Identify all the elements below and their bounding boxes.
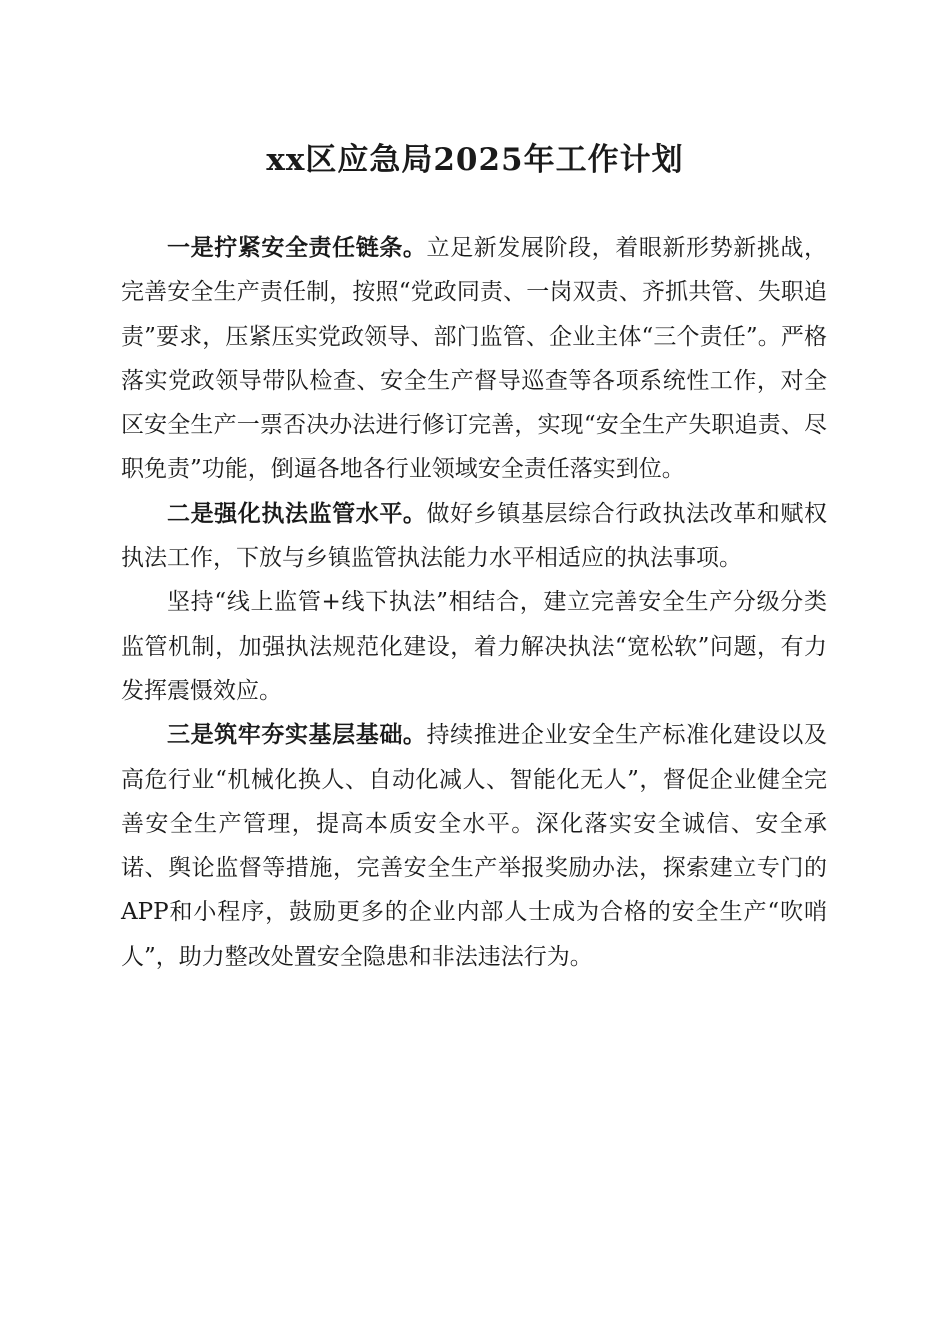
paragraph-foundation [121,713,827,979]
paragraph-supervision [121,580,827,713]
document-title: xx区应急局2025年工作计划 [266,142,684,178]
paragraph-text: 做好乡镇基层综合行政执法改革和赋权执法工作，下放与乡镇监管执法能力水平相适应的执法事项。 [121,500,828,572]
paragraph-lead: 二是强化执法监管水平。 [167,500,427,527]
paragraph-text: 立足新发展阶段，着眼新形势新挑战，完善安全生产责任制，按照“党政同责、一岗双责、齐抓共管、失职追责”要求，压紧压实党政领导、部门监管、企业主体“三个责任”。严格落实党政领导带队检查、安全生产督导巡查等各项系统性工作，对全区安全生产一票否决办法进行修订完善，实现“安全生产失职追责、尽职免责”功能，倒逼各地各行业领域安全责任落实到位。 [121,235,828,483]
paragraph-text: 坚持“线上监管+线下执法”相结合，建立完善安全生产分级分类监管机制，加强执法规范化建设，着力解决执法“宽松软”问题，有力发挥震慑效应。 [121,589,827,704]
paragraph-enforcement [121,492,827,581]
paragraph-responsibility [121,226,827,492]
paragraph-text: 持续推进企业安全生产标准化建设以及高危行业“机械化换人、自动化减人、智能化无人”，督促企业健全完善安全生产管理，提高本质安全水平。深化落实安全诚信、安全承诺、舆论监督等措施，完善安全生产举报奖励办法，探索建立专门的APP和小程序，鼓励更多的企业内部人士成为合格的安全生产“吹哨人”，助力整改处置安全隐患和非法违法行为。 [121,722,828,970]
paragraph-lead: 三是筑牢夯实基层基础。 [167,722,427,749]
paragraph-lead: 一是拧紧安全责任链条。 [167,235,427,261]
document-body [121,226,827,979]
